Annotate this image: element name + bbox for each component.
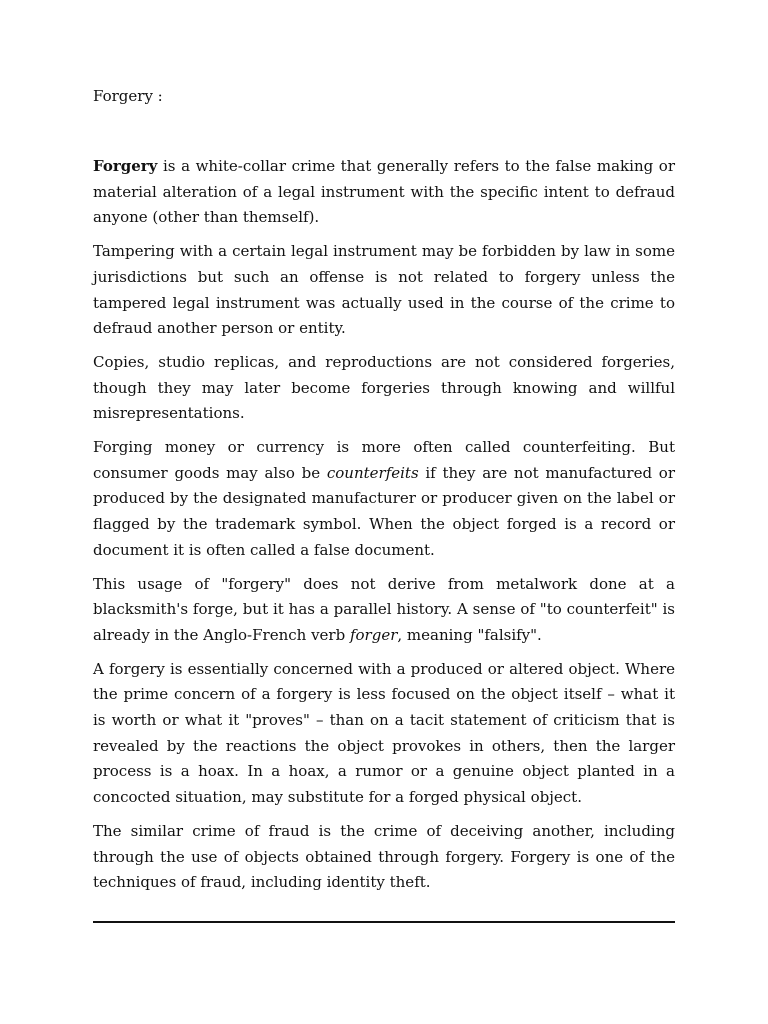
paragraph-text: is a white-collar crime that generally refers to the false making or material alteration of a legal instrument with the specific intent to defraud anyone (other than themself).	[93, 157, 675, 227]
paragraph-text: Tampering with a certain legal instrument may be forbidden by law in some jurisdictions but such an offense is not related to forgery unless the tampered legal instrument was actually used in the course of the crime to defraud another person or entity.	[93, 242, 675, 338]
document-body	[93, 154, 675, 904]
italic-term: forger	[349, 625, 398, 644]
paragraph-definition	[93, 154, 675, 231]
paragraph-text: , meaning "falsify".	[397, 625, 542, 644]
bold-term: Forgery	[93, 157, 158, 175]
paragraph-fraud	[93, 819, 675, 896]
paragraph-text: Copies, studio replicas, and reproductions are not considered forgeries, though they may later become forgeries through knowing and willful misrepresentations.	[93, 352, 675, 423]
paragraph-text: A forgery is essentially concerned with a produced or altered object. Where the prime concern of a forgery is less focused on the object itself – what it is worth or what it "proves" – than on a tacit statement of criticism that is revealed by the reactions the object provokes in others, then the larger process is a hoax. In a hoax, a rumor or a genuine object planted in a concocted situation, may substitute for a forged physical object.	[93, 659, 675, 807]
footer-divider	[93, 921, 675, 923]
paragraph-text: if they are not manufactured or produced by the designated manufacturer or producer given on the label or flagged by the trademark symbol. When the object forged is a record or document it is often called a false document.	[93, 463, 675, 559]
paragraph-counterfeiting	[93, 435, 675, 564]
page-title: Forgery :	[93, 87, 163, 105]
paragraph-text: Forging money or currency is more often called counterfeiting. But consumer goods may also be	[93, 438, 675, 482]
paragraph-copies	[93, 350, 675, 427]
paragraph-tampering	[93, 239, 675, 342]
paragraph-text: The similar crime of fraud is the crime of deceiving another, including through the use of objects obtained through forgery. Forgery is one of the techniques of fraud, including identity theft.	[93, 821, 675, 892]
paragraph-text: This usage of "forgery" does not derive from metalwork done at a blacksmith's forge, but it has a parallel history. A sense of "to counterfeit" is already in the Anglo-French verb	[93, 574, 675, 644]
italic-term: counterfeits	[326, 463, 419, 482]
paragraph-etymology	[93, 572, 675, 649]
paragraph-hoax	[93, 657, 675, 811]
